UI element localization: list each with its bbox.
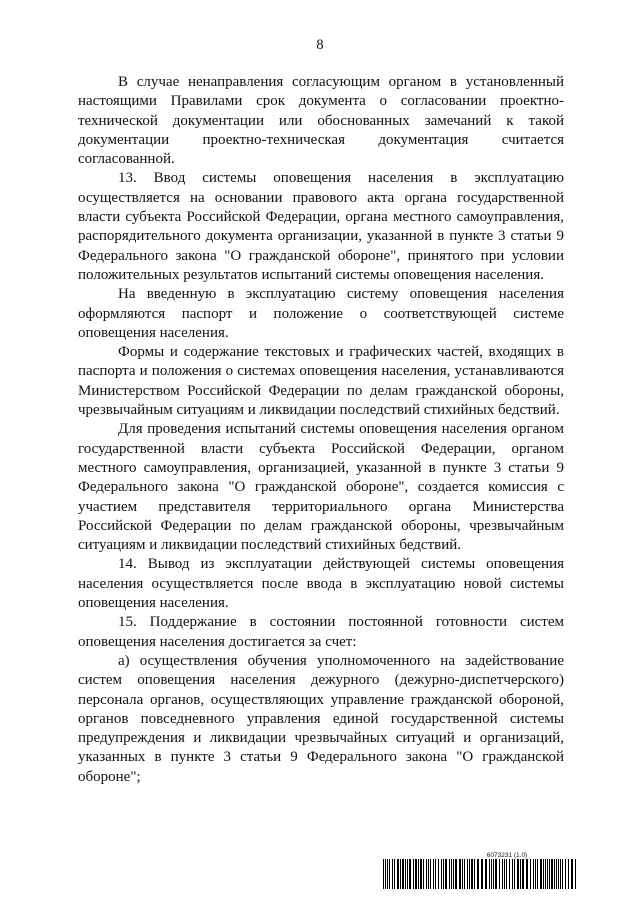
paragraph-13: 13. Ввод системы оповещения населения в эксплуатацию осуществляется на основании правового акта органа государственной власти субъекта Российской Федерации, органа местного самоуправления, распорядительного документа организации, указанной в пункте 3 статьи 9 Федерального закона "О гражданской обороне", принятого при условии положительных результатов испытаний системы оповещения населения. <box>78 170 564 283</box>
paragraph-15a: а) осуществления обучения уполномоченного на задействование систем оповещения населения дежурного (дежурно-диспетчерского) персонала органов, осуществляющих управление гражданской обороной, органов повседневного управления единой государственной системы предупреждения и ликвидации чрезвычайных ситуаций и организаций, указанных в пункте 3 статьи 9 Федерального закона "О гражданской обороне"; <box>78 652 564 785</box>
paragraph-approval: В случае ненаправления согласующим органом в установленный настоящими Правилами срок документа о согласовании проектно-технической документации или обоснованных замечаний к такой документации проектно-техническая документация считается согласованной. <box>78 74 564 168</box>
barcode-id: 6073231 (1.0) <box>486 852 528 859</box>
barcode-image <box>383 859 577 889</box>
paragraph-passport: На введенную в эксплуатацию систему оповещения населения оформляются паспорт и положение о соответствующей системе оповещения населения. <box>78 286 564 341</box>
paragraph-forms: Формы и содержание текстовых и графических частей, входящих в паспорта и положения о системах оповещения населения, устанавливаются Министерством Российской Федерации по делам гражданской обороны, чрезвычайным ситуациям и ликвидации последствий стихийных бедствий. <box>78 344 564 419</box>
paragraph-14: 14. Вывод из эксплуатации действующей системы оповещения населения осуществляется после ввода в эксплуатацию новой системы оповещения населения. <box>78 556 564 612</box>
paragraph-commission: Для проведения испытаний системы оповещения населения органом государственной власти субъекта Российской Федерации, органом местного самоуправления, организацией, указанной в пункте 3 статьи 9 Федерального закона "О гражданской обороне", создается комиссия с участием представителя территориального органа Министерства Российской Федерации по делам гражданской обороны, чрезвычайным ситуациям и ликвидации последствий стихийных бедствий. <box>78 421 564 554</box>
page-number: 8 <box>316 37 324 53</box>
document-body <box>78 73 564 787</box>
paragraph-15: 15. Поддержание в состоянии постоянной готовности систем оповещения населения достигается за счет: <box>78 614 564 650</box>
